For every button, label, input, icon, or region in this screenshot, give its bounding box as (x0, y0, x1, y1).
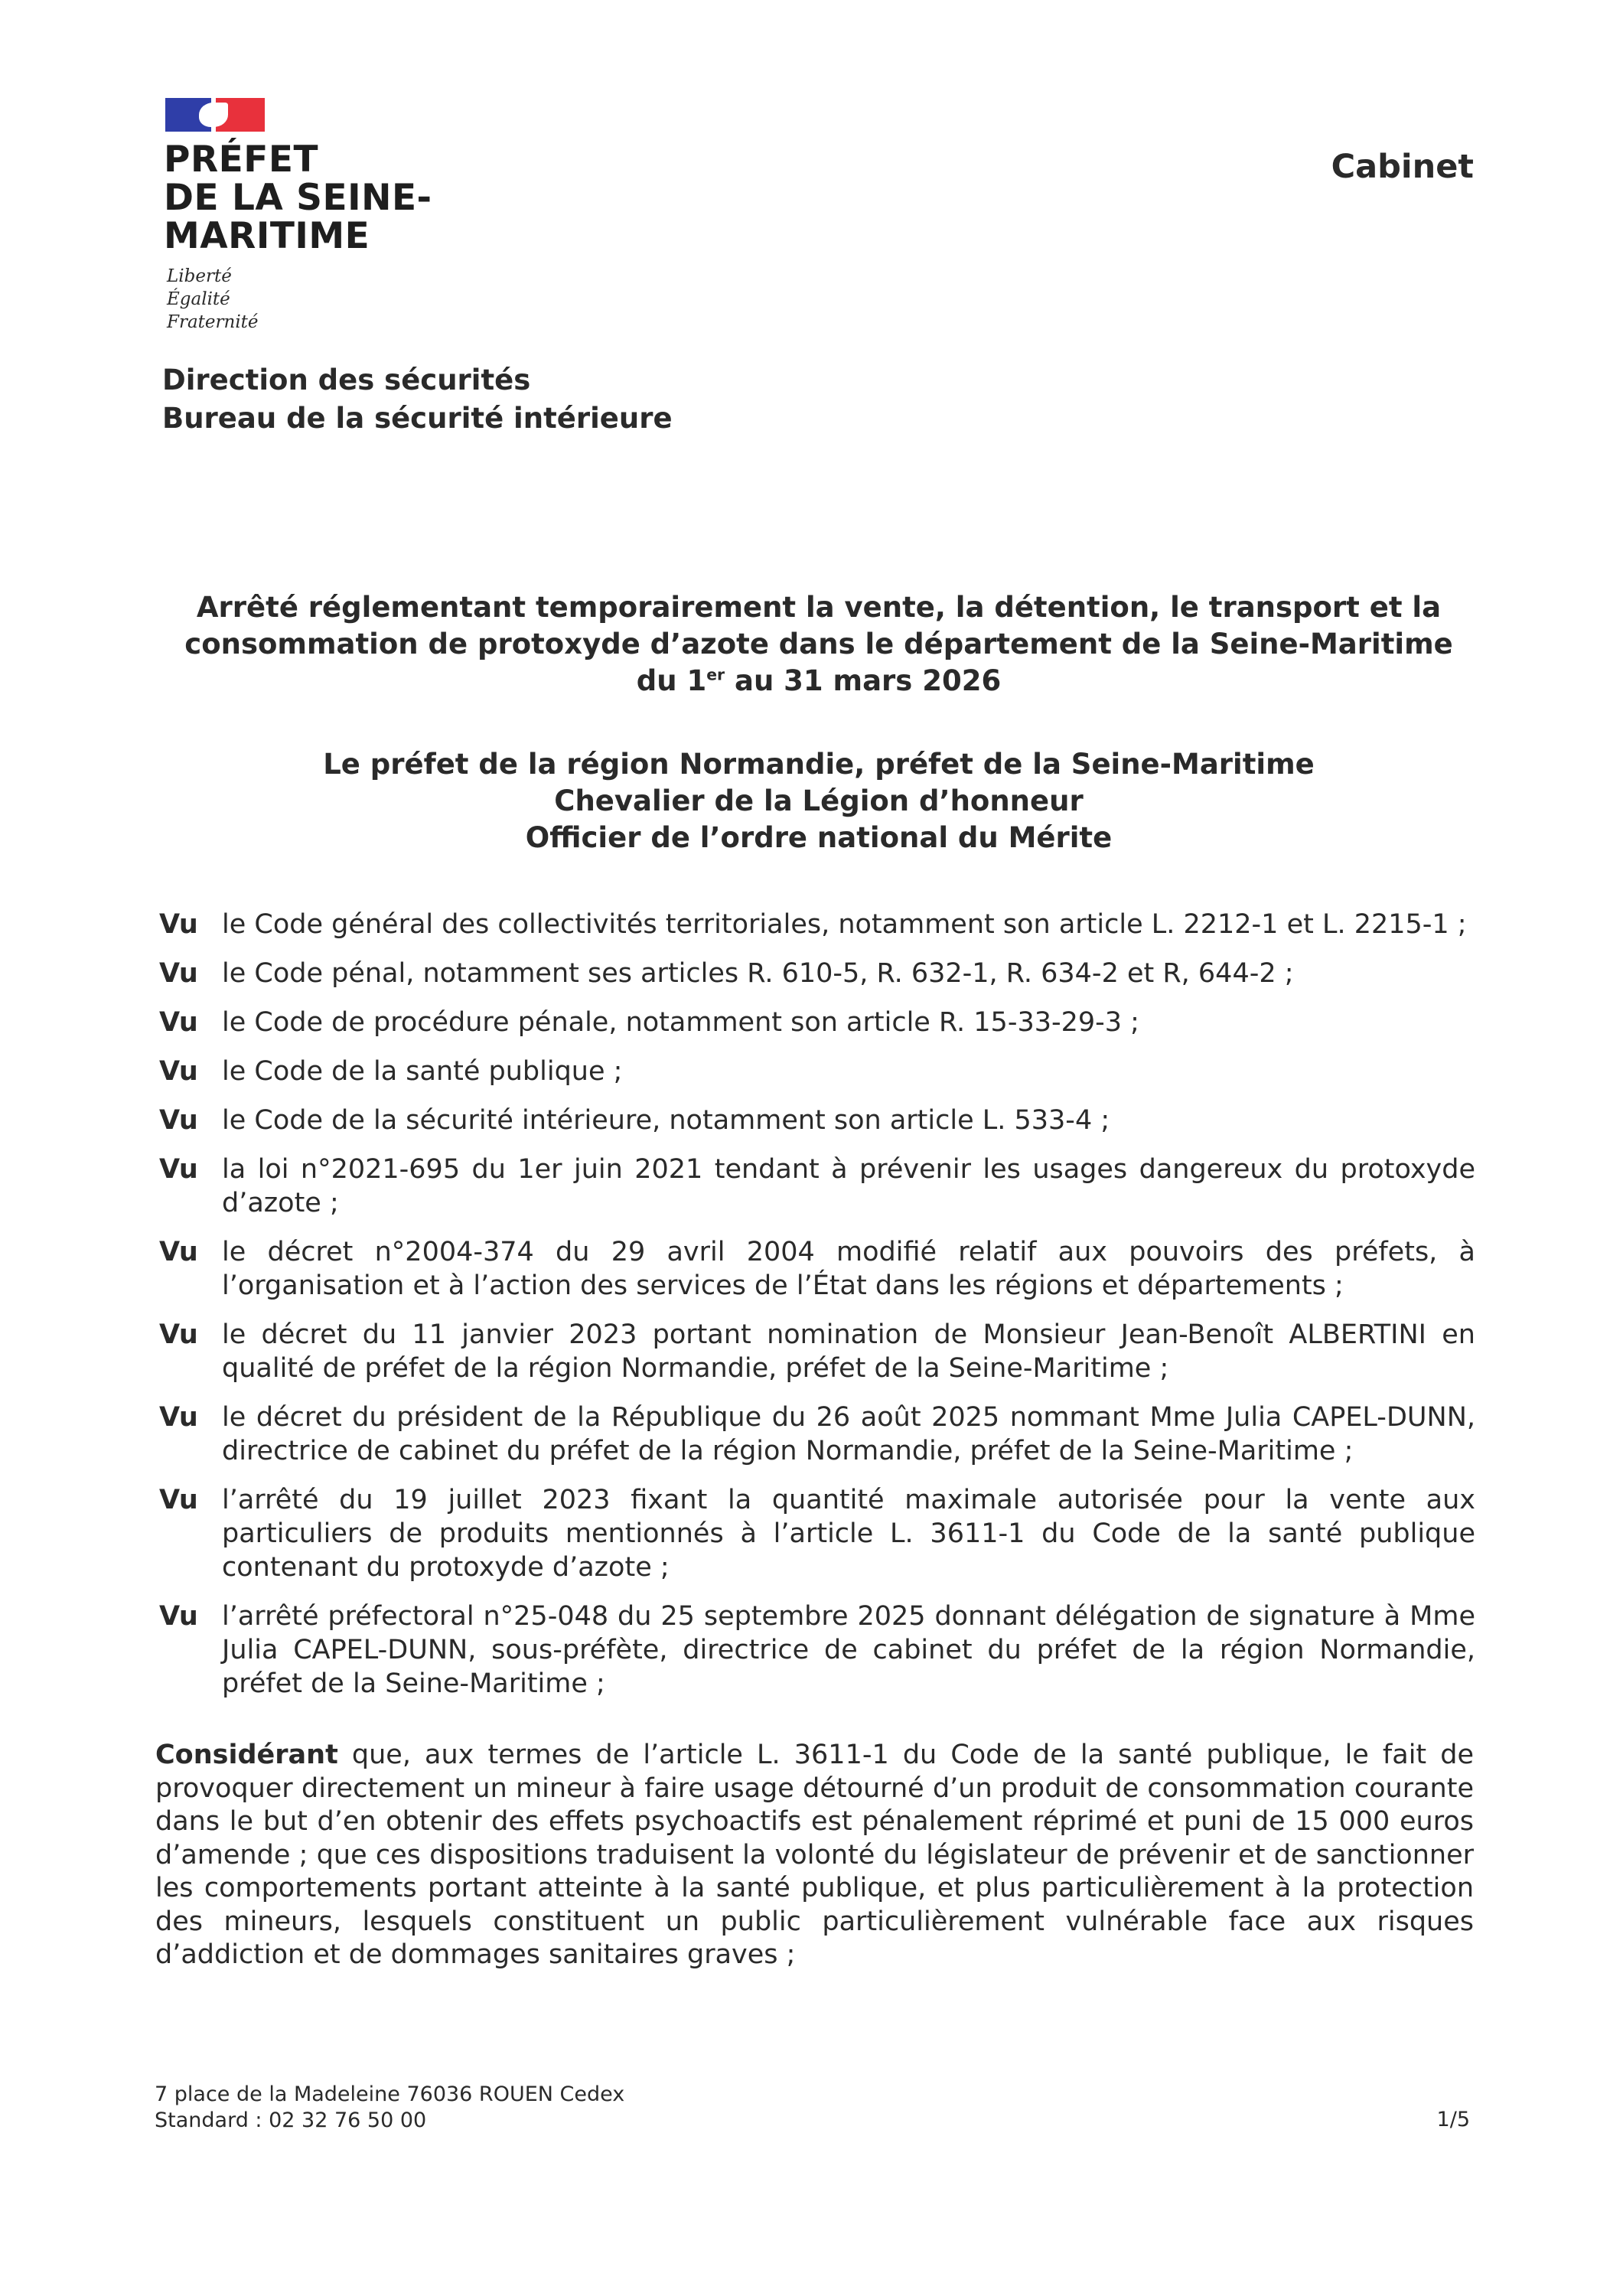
vu-label: Vu (159, 958, 198, 989)
vu-text: le décret du 11 janvier 2023 portant nomination de Monsieur Jean-Benoît ALBERTINI en qualité de préfet de la région Normandie, préfet de la Seine-Maritime ; (222, 1319, 1475, 1384)
address-line: 7 place de la Madeleine 76036 ROUEN Cedex (155, 2082, 625, 2106)
vu-item (159, 1600, 1475, 1701)
vu-label: Vu (159, 1154, 198, 1185)
considerant-paragraph (155, 1739, 1474, 1972)
vu-item (159, 1153, 1475, 1220)
page-number: 1/5 (1436, 2108, 1470, 2131)
vu-item (159, 1006, 1475, 1039)
vu-text: l’arrêté préfectoral n°25-048 du 25 septembre 2025 donnant délégation de signature à Mme Julia CAPEL-DUNN, sous-préfète, directrice de cabinet du préfet de la région Normandie, préfet de la Seine-Maritime ; (222, 1601, 1475, 1699)
vu-label: Vu (159, 1601, 198, 1632)
vu-text: le Code de la santé publique ; (222, 1056, 623, 1087)
prefecture-name-line: DE LA SEINE- (164, 177, 432, 219)
prefecture-name (164, 141, 432, 256)
vu-label: Vu (159, 1402, 198, 1433)
phone-line: Standard : 02 32 76 50 00 (155, 2108, 427, 2132)
vu-item (159, 1401, 1475, 1468)
vu-text: le Code de procédure pénale, notamment son article R. 15-33-29-3 ; (222, 1007, 1139, 1038)
prefecture-name-line: PRÉFET (164, 139, 319, 181)
decree-title (168, 589, 1469, 700)
prefect-title-line: Le préfet de la région Normandie, préfet de la Seine-Maritime (323, 748, 1315, 781)
vu-text: le Code pénal, notamment ses articles R. 610-5, R. 632-1, R. 634-2 et R, 644-2 ; (222, 958, 1294, 989)
considerant-label: Considérant (155, 1740, 338, 1770)
vu-text: l’arrêté du 19 juillet 2023 fixant la quantité maximale autorisée pour la vente aux particuliers de produits mentionnés à l’article L. 3611-1 du Code de la santé publique contenant du protoxyde d’azote ; (222, 1485, 1475, 1583)
vu-item (159, 1104, 1475, 1137)
vu-label: Vu (159, 1007, 198, 1038)
vu-item (159, 1235, 1475, 1303)
motto-fraternite: Fraternité (167, 312, 259, 332)
vu-list (159, 908, 1475, 1716)
vu-item (159, 1055, 1475, 1088)
vu-item (159, 908, 1475, 941)
vu-label: Vu (159, 1319, 198, 1350)
considerant-text: que, aux termes de l’article L. 3611-1 du Code de la santé publique, le fait de provoquer directement un mineur à faire usage détourné d’un produit de consommation courante dans le but d’en obtenir des effets psychoactifs est pénalement réprimé et puni de 15 000 euros d’amende ; que ces dispositions traduisent la volonté du législateur de prévenir et de sanctionner les comportements portant atteinte à la santé publique, et plus particulièrement à la protection des mineurs, lesquels constituent un public particulièrement vulnérable face aux risques d’addiction et de dommages sanitaires graves ; (155, 1740, 1474, 1970)
vu-label: Vu (159, 1105, 198, 1136)
vu-label: Vu (159, 1056, 198, 1087)
prefecture-name-line: MARITIME (164, 215, 370, 257)
vu-text: le Code général des collectivités territoriales, notamment son article L. 2212-1 et L. 2215-1 ; (222, 909, 1467, 940)
prefect-titles (168, 746, 1469, 856)
motto-liberte: Liberté (167, 266, 232, 286)
vu-item (159, 957, 1475, 990)
vu-item (159, 1318, 1475, 1385)
vu-text: la loi n°2021-695 du 1er juin 2021 tendant à prévenir les usages dangereux du protoxyde d’azote ; (222, 1154, 1475, 1218)
vu-label: Vu (159, 909, 198, 940)
bureau-name: Bureau de la sécurité intérieure (162, 402, 673, 435)
vu-label: Vu (159, 1485, 198, 1515)
vu-text: le décret du président de la République du 26 août 2025 nommant Mme Julia CAPEL-DUNN, directrice de cabinet du préfet de la région Normandie, préfet de la Seine-Maritime ; (222, 1402, 1475, 1466)
vu-text: le décret n°2004-374 du 29 avril 2004 modifié relatif aux pouvoirs des préfets, à l’organisation et à l’action des services de l’État dans les régions et départements ; (222, 1237, 1475, 1301)
decree-title-line: du 1er au 31 mars 2026 (636, 664, 1002, 697)
prefect-title-line: Officier de l’ordre national du Mérite (525, 821, 1113, 854)
service-label: Cabinet (1331, 148, 1474, 186)
vu-item (159, 1483, 1475, 1584)
direction-name: Direction des sécurités (162, 364, 531, 396)
vu-label: Vu (159, 1237, 198, 1267)
vu-text: le Code de la sécurité intérieure, notamment son article L. 533-4 ; (222, 1105, 1110, 1136)
motto-egalite: Égalité (167, 289, 230, 309)
decree-title-line: consommation de protoxyde d’azote dans le département de la Seine-Maritime (184, 628, 1453, 660)
prefect-title-line: Chevalier de la Légion d’honneur (554, 784, 1084, 817)
republic-motto (167, 265, 259, 334)
marianne-logo (165, 98, 265, 135)
decree-title-line: Arrêté réglementant temporairement la vente, la détention, le transport et la (196, 591, 1442, 624)
direction-block (162, 361, 673, 438)
footer-address (155, 2082, 624, 2134)
